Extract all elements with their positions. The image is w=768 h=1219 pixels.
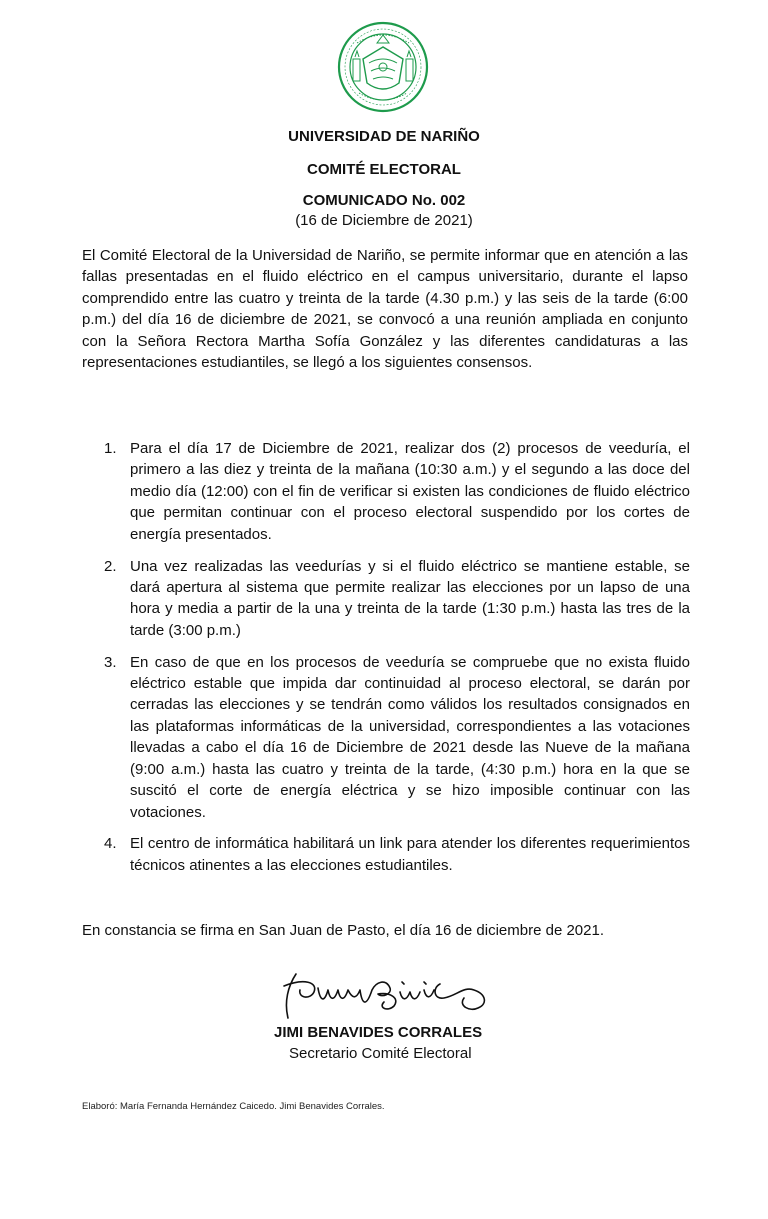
signer-title: Secretario Comité Electoral bbox=[289, 1045, 472, 1062]
list-item bbox=[98, 652, 690, 823]
list-item-number: 4. bbox=[104, 835, 117, 853]
intro-paragraph: El Comité Electoral de la Universidad de Nariño, se permite informar que en atención a las fallas presentadas en el fluido eléctrico en el campus universitario, durante el lapso comprendido entre las cuatro y treinta de la tarde (4.30 p.m.) y las seis de la tarde (6:00 p.m.) del día 16 de diciembre de 2021, se convocó a una reunión ampliada en conjunto con la Señora Rectora Martha Sofía González y las diferentes candidaturas a las representaciones estudiantiles, se llegó a los siguientes consensos. bbox=[82, 247, 688, 372]
list-item bbox=[98, 556, 690, 642]
list-item bbox=[98, 438, 690, 545]
university-seal-logo bbox=[333, 21, 433, 113]
list-item-text: Una vez realizadas las veedurías y si el fluido eléctrico se mantiene estable, se dará apertura al sistema que permite realizar las elecciones por un lapso de una hora y media a partir de la una y treinta de la tarde (1:30 p.m.) hasta las tres de la tarde (3:00 p.m.) bbox=[130, 557, 690, 639]
list-item-text: En caso de que en los procesos de veeduría se compruebe que no exista fluido eléctrico estable que impida dar continuidad al proceso electoral, se darán por cerradas las elecciones y se tendrán como válidos los resultados consignados en las plataformas informáticas de la universidad, correspondientes a las votaciones llevadas a cabo el día 16 de Diciembre de 2021 desde las Nueve de la mañana (9:00 a.m.) hasta las cuatro y treinta de la tarde, (4:30 p.m.) hora en la que se suscitó el corte de energía eléctrica y se hizo imposible continuar con las votaciones. bbox=[130, 653, 690, 821]
prepared-by-note: Elaboró: María Fernanda Hernández Caicedo. Jimi Benavides Corrales. bbox=[82, 1101, 385, 1112]
list-item bbox=[98, 833, 690, 876]
university-name: UNIVERSIDAD DE NARIÑO bbox=[288, 128, 480, 145]
list-item-number: 3. bbox=[104, 653, 117, 671]
closing-statement: En constancia se firma en San Juan de Pasto, el día 16 de diciembre de 2021. bbox=[82, 922, 604, 939]
list-item-number: 2. bbox=[104, 557, 117, 575]
signer-name: JIMI BENAVIDES CORRALES bbox=[274, 1024, 483, 1041]
communique-date: (16 de Diciembre de 2021) bbox=[295, 212, 473, 229]
list-item-text: El centro de informática habilitará un link para atender los diferentes requerimientos técnicos atinentes a las elecciones estudiantiles. bbox=[130, 835, 690, 874]
agreements-list bbox=[98, 438, 690, 887]
committee-name: COMITÉ ELECTORAL bbox=[307, 161, 461, 178]
list-item-text: Para el día 17 de Diciembre de 2021, realizar dos (2) procesos de veeduría, el primero a las diez y treinta de la mañana (10:30 a.m.) y el segundo a las doce del medio día (12:00) con el fin de verificar si existen las condiciones de fluido eléctrico que permitan continuar con el proceso electoral suspendido por los cortes de energía presentados. bbox=[130, 440, 690, 543]
list-item-number: 1. bbox=[104, 440, 117, 457]
handwritten-signature bbox=[274, 968, 498, 1026]
communique-number: COMUNICADO No. 002 bbox=[302, 192, 466, 209]
